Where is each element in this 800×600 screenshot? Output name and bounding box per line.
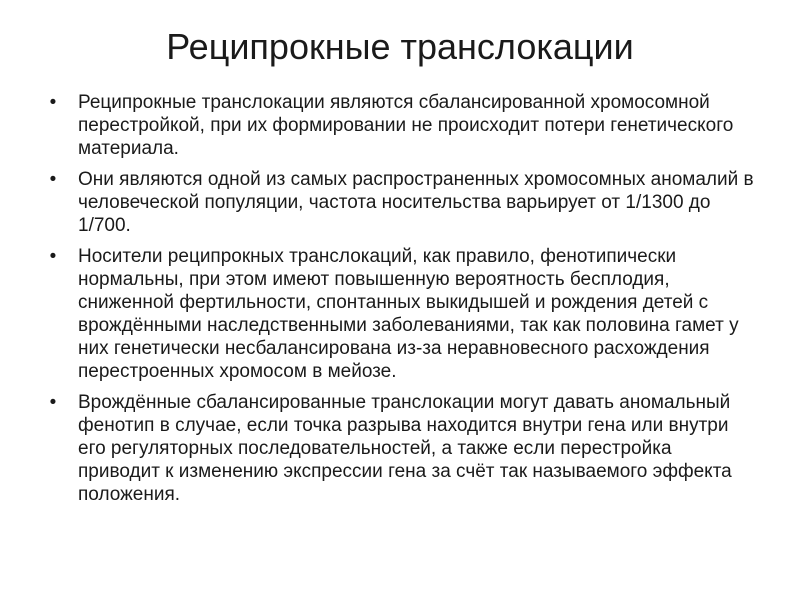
bullet-icon: • [49, 246, 57, 267]
bullet-text: Носители реципрокных транслокаций, как правило, фенотипически нормальны, при этом имеют повышенную вероятность бесплодия, сниженной фертильности, спонтанных выкидышей и рождения детей с врождёнными наследственными заболеваниями, так как половина гамет у них генетически несбалансирована из-за неравновесного расхождения перестроенных хромосом в мейозе. [78, 246, 739, 382]
bullet-icon: • [49, 92, 57, 113]
bullet-icon: • [49, 169, 57, 190]
bullet-item [46, 91, 758, 160]
bullet-item [46, 168, 758, 237]
bullet-icon: • [49, 392, 57, 413]
bullet-text: Врождённые сбалансированные транслокации могут давать аномальный фенотип в случае, если точка разрыва находится внутри гена или внутри его регуляторных последовательностей, а также если перестройка приводит к изменению экспрессии гена за счёт так называемого эффекта положения. [78, 392, 732, 505]
slide-title: Реципрокные транслокации [166, 26, 634, 67]
bullet-text: Реципрокные транслокации являются сбалансированной хромосомной перестройкой, при их формировании не происходит потери генетического материала. [78, 92, 734, 159]
bullet-item [46, 391, 758, 506]
bullet-item [46, 245, 758, 383]
bullet-text: Они являются одной из самых распространенных хромосомных аномалий в человеческой популяции, частота носительства варьирует от 1/1300 до 1/700. [78, 169, 754, 236]
bullet-list [46, 91, 758, 514]
